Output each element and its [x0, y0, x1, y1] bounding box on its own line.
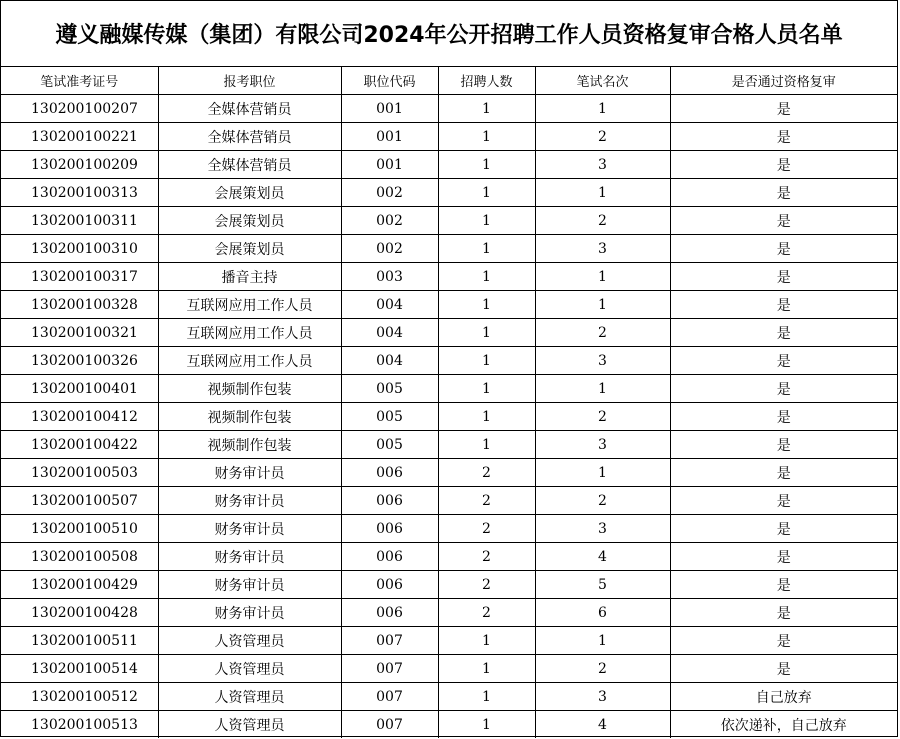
- cell-review-result: 是: [670, 207, 897, 235]
- cell-position-code: 001: [341, 95, 438, 123]
- cell-position: 财务审计员: [158, 543, 341, 571]
- cell-review-result: 依次递补，自己放弃: [720, 717, 847, 734]
- header-exam-id: 笔试准考证号: [1, 67, 158, 95]
- cell-hire-count: 2: [438, 459, 535, 487]
- cell-exam-rank: 5: [535, 571, 670, 599]
- cell-exam-rank: 2: [535, 403, 670, 431]
- cell-position: 互联网应用工作人员: [158, 347, 341, 375]
- candidate-table: [1, 67, 897, 738]
- cell-position-code: 007: [341, 711, 438, 739]
- cell-review-result: 自己放弃: [670, 683, 897, 711]
- cell-review-result: 是: [670, 375, 897, 403]
- cell-position-code: 001: [341, 123, 438, 151]
- cell-exam-id: 130200100310: [1, 235, 158, 263]
- cell-position-code: 006: [341, 515, 438, 543]
- cell-hire-count: 1: [438, 263, 535, 291]
- cell-review-result: 是: [670, 95, 897, 123]
- cell-exam-rank: 3: [535, 431, 670, 459]
- cell-hire-count: 1: [438, 711, 535, 739]
- cell-position-code: 007: [341, 683, 438, 711]
- cell-review-result: 是: [670, 487, 897, 515]
- cell-position-code: 004: [341, 347, 438, 375]
- cell-hire-count: 1: [438, 123, 535, 151]
- cell-exam-id: 130200100511: [1, 627, 158, 655]
- cell-exam-id: 130200100503: [1, 459, 158, 487]
- cell-review-result: 是: [670, 599, 897, 627]
- cell-position: 视频制作包装: [158, 375, 341, 403]
- cell-hire-count: 1: [438, 683, 535, 711]
- cell-exam-id: 130200100429: [1, 571, 158, 599]
- cell-position: 视频制作包装: [158, 431, 341, 459]
- cell-hire-count: 1: [438, 627, 535, 655]
- cell-position: 视频制作包装: [158, 403, 341, 431]
- page-title: 遵义融媒传媒（集团）有限公司2024年公开招聘工作人员资格复审合格人员名单: [1, 1, 897, 67]
- cell-position: 播音主持: [158, 263, 341, 291]
- cell-hire-count: 2: [438, 599, 535, 627]
- cell-position: 会展策划员: [158, 235, 341, 263]
- cell-position-code: 002: [341, 179, 438, 207]
- cell-hire-count: 2: [438, 543, 535, 571]
- cell-exam-id: 130200100326: [1, 347, 158, 375]
- cell-review-result: 是: [670, 319, 897, 347]
- cell-review-result: 是: [670, 235, 897, 263]
- cell-position-code: 001: [341, 151, 438, 179]
- cell-exam-rank: 6: [535, 599, 670, 627]
- header-review-result: 是否通过资格复审: [670, 67, 897, 95]
- cell-exam-id: 130200100313: [1, 179, 158, 207]
- table-row: [1, 683, 897, 711]
- cell-exam-id: 130200100510: [1, 515, 158, 543]
- cell-exam-rank: 4: [535, 543, 670, 571]
- table-row: [1, 459, 897, 487]
- cell-position: 会展策划员: [158, 179, 341, 207]
- cell-position: 全媒体营销员: [158, 151, 341, 179]
- cell-review-result: 是: [670, 431, 897, 459]
- cell-exam-id: 130200100512: [1, 683, 158, 711]
- cell-exam-id: 130200100317: [1, 263, 158, 291]
- cell-position: 人资管理员: [158, 655, 341, 683]
- cell-position: 人资管理员: [158, 683, 341, 711]
- cell-review-result: 是: [670, 151, 897, 179]
- cell-hire-count: 1: [438, 347, 535, 375]
- cell-hire-count: 1: [438, 151, 535, 179]
- cell-hire-count: 1: [438, 655, 535, 683]
- cell-exam-rank: 1: [535, 459, 670, 487]
- cell-position-code: 006: [341, 487, 438, 515]
- cell-position-code: 003: [341, 263, 438, 291]
- cell-exam-rank: 3: [535, 683, 670, 711]
- cell-hire-count: 1: [438, 403, 535, 431]
- cell-exam-id: 130200100513: [1, 711, 158, 739]
- cell-position: 财务审计员: [158, 459, 341, 487]
- cell-exam-rank: 1: [535, 375, 670, 403]
- cell-exam-rank: 1: [535, 291, 670, 319]
- cell-exam-rank: 1: [535, 263, 670, 291]
- cell-position: 全媒体营销员: [158, 123, 341, 151]
- header-hire-count: 招聘人数: [438, 67, 535, 95]
- cell-review-result: 是: [670, 403, 897, 431]
- cell-review-result: 是: [670, 655, 897, 683]
- cell-position: 财务审计员: [158, 515, 341, 543]
- cell-position: 财务审计员: [158, 571, 341, 599]
- cell-exam-id: 130200100422: [1, 431, 158, 459]
- cell-hire-count: 1: [438, 375, 535, 403]
- cell-exam-id: 130200100328: [1, 291, 158, 319]
- table-row: [1, 347, 897, 375]
- cell-exam-id: 130200100321: [1, 319, 158, 347]
- table-row: [1, 95, 897, 123]
- table-row: [1, 151, 897, 179]
- cell-exam-rank: 2: [535, 123, 670, 151]
- cell-hire-count: 1: [438, 235, 535, 263]
- cell-position: 互联网应用工作人员: [158, 291, 341, 319]
- table-row: [1, 543, 897, 571]
- table-row: [1, 403, 897, 431]
- cell-position: 人资管理员: [158, 711, 341, 739]
- table-header-row: [1, 67, 897, 95]
- table-row: [1, 627, 897, 655]
- cell-exam-id: 130200100207: [1, 95, 158, 123]
- cell-exam-rank: 3: [535, 515, 670, 543]
- cell-exam-id: 130200100412: [1, 403, 158, 431]
- cell-exam-id: 130200100428: [1, 599, 158, 627]
- cell-position-code: 002: [341, 207, 438, 235]
- cell-review-result: 是: [670, 347, 897, 375]
- header-position: 报考职位: [158, 67, 341, 95]
- table-row: [1, 375, 897, 403]
- table-row: [1, 263, 897, 291]
- cell-hire-count: 1: [438, 207, 535, 235]
- cell-position-code: 006: [341, 571, 438, 599]
- cell-exam-rank: 3: [535, 235, 670, 263]
- cell-position: 财务审计员: [158, 487, 341, 515]
- cell-review-result: 是: [670, 515, 897, 543]
- cell-position-code: 004: [341, 291, 438, 319]
- table-row: [1, 123, 897, 151]
- cell-position: 会展策划员: [158, 207, 341, 235]
- header-position-code: 职位代码: [341, 67, 438, 95]
- cell-hire-count: 1: [438, 291, 535, 319]
- cell-exam-rank: 1: [535, 627, 670, 655]
- cell-exam-rank: 2: [535, 655, 670, 683]
- cell-exam-rank: 4: [535, 711, 670, 739]
- table-row: [1, 599, 897, 627]
- cell-exam-id: 130200100311: [1, 207, 158, 235]
- table-row: [1, 431, 897, 459]
- table-row: [1, 515, 897, 543]
- cell-position: 财务审计员: [158, 599, 341, 627]
- cell-review-result: 是: [670, 179, 897, 207]
- cell-position: 互联网应用工作人员: [158, 319, 341, 347]
- cell-review-result: 是: [670, 291, 897, 319]
- cell-position: 人资管理员: [158, 627, 341, 655]
- table-row: [1, 207, 897, 235]
- cell-position-code: 007: [341, 627, 438, 655]
- table-row: [1, 655, 897, 683]
- cell-position-code: 002: [341, 235, 438, 263]
- cell-exam-rank: 1: [535, 179, 670, 207]
- cell-hire-count: 1: [438, 319, 535, 347]
- cell-review-result: 是: [670, 571, 897, 599]
- table-row: [1, 571, 897, 599]
- cell-position-code: 007: [341, 655, 438, 683]
- cell-position: 全媒体营销员: [158, 95, 341, 123]
- cell-review-result: 是: [670, 123, 897, 151]
- cell-position-code: 005: [341, 431, 438, 459]
- cell-review-result: 是: [670, 543, 897, 571]
- cell-position-code: 006: [341, 543, 438, 571]
- table-row: [1, 179, 897, 207]
- table-row: [1, 291, 897, 319]
- table-row: [1, 319, 897, 347]
- cell-exam-id: 130200100508: [1, 543, 158, 571]
- table-row: [1, 711, 897, 739]
- cell-review-result: 是: [670, 459, 897, 487]
- cell-position-code: 005: [341, 375, 438, 403]
- cell-exam-rank: 2: [535, 207, 670, 235]
- table-row: [1, 235, 897, 263]
- cell-exam-id: 130200100507: [1, 487, 158, 515]
- cell-hire-count: 1: [438, 431, 535, 459]
- cell-position-code: 006: [341, 599, 438, 627]
- cell-exam-rank: 2: [535, 319, 670, 347]
- cell-exam-id: 130200100514: [1, 655, 158, 683]
- cell-position-code: 006: [341, 459, 438, 487]
- cell-hire-count: 2: [438, 515, 535, 543]
- cell-exam-id: 130200100209: [1, 151, 158, 179]
- cell-hire-count: 2: [438, 571, 535, 599]
- cell-hire-count: 1: [438, 95, 535, 123]
- cell-exam-rank: 1: [535, 95, 670, 123]
- cell-hire-count: 1: [438, 179, 535, 207]
- cell-exam-rank: 2: [535, 487, 670, 515]
- cell-review-result: 是: [670, 263, 897, 291]
- cell-exam-rank: 3: [535, 151, 670, 179]
- header-exam-rank: 笔试名次: [535, 67, 670, 95]
- cell-exam-id: 130200100401: [1, 375, 158, 403]
- cell-position-code: 004: [341, 319, 438, 347]
- cell-hire-count: 2: [438, 487, 535, 515]
- table-row: [1, 487, 897, 515]
- cell-position-code: 005: [341, 403, 438, 431]
- cell-review-result: 是: [670, 627, 897, 655]
- cell-exam-id: 130200100221: [1, 123, 158, 151]
- table-body: [1, 95, 897, 739]
- cell-exam-rank: 3: [535, 347, 670, 375]
